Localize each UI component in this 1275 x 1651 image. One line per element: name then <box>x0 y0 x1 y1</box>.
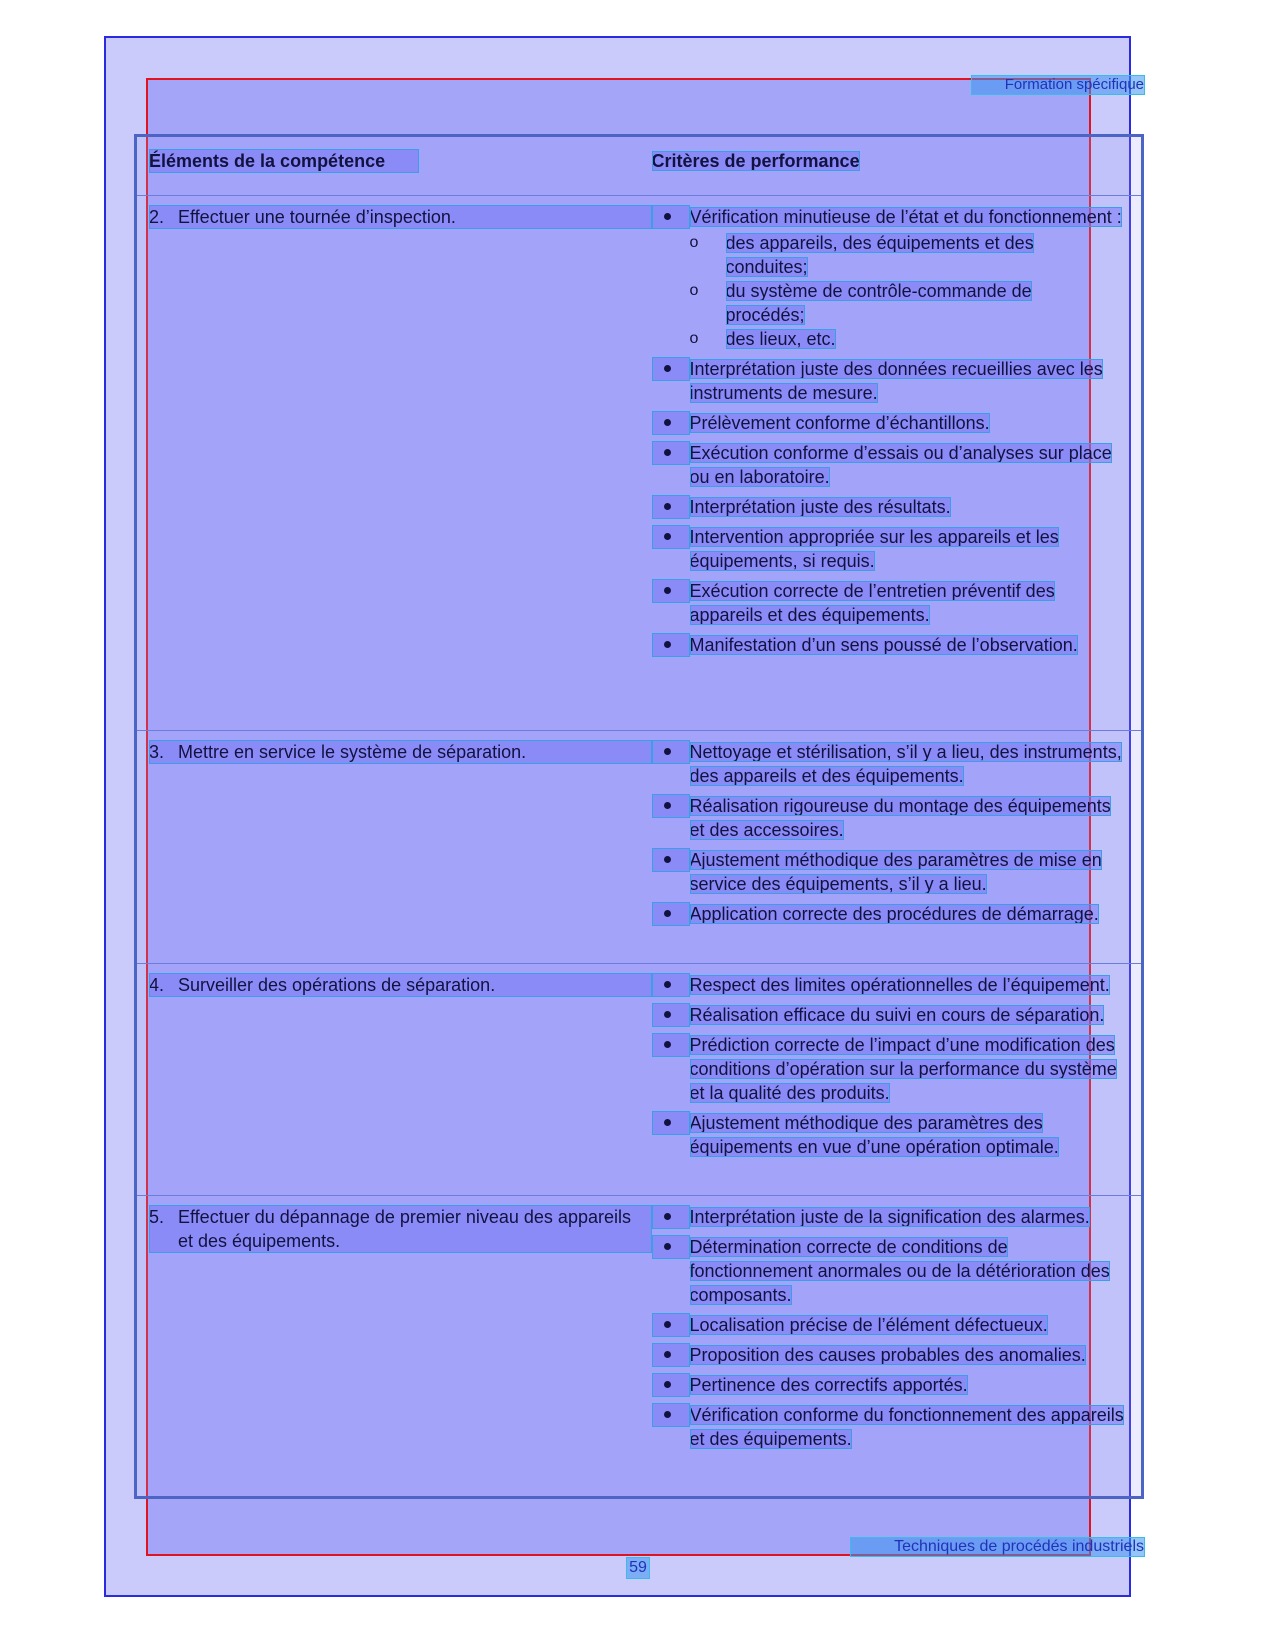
bullet-dot <box>664 1351 671 1358</box>
criterion-item <box>652 633 1142 657</box>
table-row <box>136 731 1143 963</box>
criterion-text: Ajustement méthodique des paramètres des équipements en vue d’une opération optimale. <box>689 1112 1059 1157</box>
bullet-dot <box>664 449 671 456</box>
element-number: 3. <box>149 742 165 763</box>
bullet-dot <box>664 856 671 863</box>
column-header-elements: Éléments de la compétence <box>149 149 419 173</box>
bullet-icon <box>652 633 690 657</box>
bullet-dot <box>664 1011 671 1018</box>
bullet-dot <box>664 910 671 917</box>
bullet-icon <box>652 1343 690 1367</box>
bullet-icon <box>652 1003 690 1027</box>
element-text: Effectuer une tournée d’inspection. <box>178 207 456 227</box>
bullet-dot <box>664 587 671 594</box>
sub-criterion-text: des lieux, etc. <box>725 329 836 349</box>
criterion-text: Interprétation juste des résultats. <box>689 497 951 517</box>
criterion-item <box>652 1003 1142 1027</box>
circle-bullet-icon: o <box>689 282 699 299</box>
table-header-row <box>136 136 1143 196</box>
bullet-dot <box>664 1119 671 1126</box>
criterion-text: Vérification minutieuse de l’état et du fonctionnement : <box>689 207 1122 227</box>
bullet-icon <box>652 902 690 926</box>
bullet-icon <box>652 848 690 872</box>
criterion-text: Application correcte des procédures de démarrage. <box>689 904 1099 925</box>
criterion-text: Prédiction correcte de l’impact d’une modification des conditions d’opération sur la performance du système et la qualité des produits. <box>689 1034 1117 1103</box>
table-row <box>136 1196 1143 1498</box>
bullet-icon <box>652 411 690 435</box>
criterion-text: Nettoyage et stérilisation, s’il y a lieu, des instruments, des appareils et des équipements. <box>689 742 1122 787</box>
element-number: 5. <box>149 1207 165 1228</box>
bullet-dot <box>664 1411 671 1418</box>
element-text: Effectuer du dépannage de premier niveau des appareils et des équipements. <box>178 1207 631 1252</box>
criterion-item <box>652 441 1142 489</box>
running-footer: Techniques de procédés industriels <box>851 1538 1144 1556</box>
criterion-item <box>652 357 1142 405</box>
element-text: Mettre en service le système de séparation. <box>178 742 527 763</box>
sub-criterion-text: des appareils, des équipements et des conduites; <box>725 233 1034 277</box>
criterion-item <box>652 411 1142 435</box>
element-number: 2. <box>149 207 165 227</box>
sub-criteria-list <box>690 231 1130 351</box>
criteria-list <box>652 740 1142 926</box>
element-text: Surveiller des opérations de séparation. <box>178 974 496 995</box>
criterion-text: Ajustement méthodique des paramètres de mise en service des équipements, s’il y a lieu. <box>689 850 1102 895</box>
criterion-text: Réalisation rigoureuse du montage des équipements et des accessoires. <box>689 796 1111 841</box>
criterion-text: Proposition des causes probables des anomalies. <box>689 1345 1086 1366</box>
criterion-text: Vérification conforme du fonctionnement des appareils et des équipements. <box>689 1405 1124 1450</box>
bullet-dot <box>664 213 671 220</box>
criterion-text: Manifestation d’un sens poussé de l’observation. <box>689 635 1078 655</box>
bullet-icon <box>652 1033 690 1057</box>
criterion-text: Prélèvement conforme d’échantillons. <box>689 413 990 433</box>
competency-element <box>149 1205 652 1253</box>
sub-criterion-item <box>690 231 1130 279</box>
criterion-item <box>652 973 1142 997</box>
bullet-dot <box>664 419 671 426</box>
bullet-dot <box>664 1381 671 1388</box>
criterion-item <box>652 1033 1142 1105</box>
bullet-icon <box>652 740 690 764</box>
criterion-text: Réalisation efficace du suivi en cours de séparation. <box>689 1004 1105 1025</box>
criterion-item <box>652 205 1142 351</box>
bullet-dot <box>664 1321 671 1328</box>
element-number: 4. <box>149 974 165 995</box>
criterion-text: Localisation précise de l’élément défectueux. <box>689 1315 1048 1336</box>
criterion-item <box>652 740 1142 788</box>
bullet-icon <box>652 441 690 465</box>
criterion-text: Interprétation juste des données recueillies avec les instruments de mesure. <box>689 359 1103 403</box>
column-header-criteria: Critères de performance <box>651 151 860 171</box>
bullet-icon <box>652 1373 690 1397</box>
criterion-item <box>652 1403 1142 1451</box>
bullet-dot <box>664 1041 671 1048</box>
circle-bullet-icon: o <box>689 330 699 347</box>
competency-element <box>149 205 652 229</box>
criterion-text: Exécution conforme d’essais ou d’analyses sur place ou en laboratoire. <box>689 443 1112 487</box>
page-number: 59 <box>627 1558 649 1578</box>
criterion-item <box>652 1343 1142 1367</box>
criterion-text: Interprétation juste de la signification des alarmes. <box>689 1207 1090 1228</box>
criterion-item <box>652 579 1142 627</box>
bullet-icon <box>652 205 690 229</box>
running-header: Formation spécifique <box>972 76 1144 94</box>
bullet-dot <box>664 748 671 755</box>
competency-element <box>149 740 652 764</box>
criterion-item <box>652 794 1142 842</box>
criterion-item <box>652 1205 1142 1229</box>
criteria-list <box>652 973 1142 1159</box>
table-body <box>136 196 1143 1498</box>
bullet-dot <box>664 802 671 809</box>
bullet-icon <box>652 525 690 549</box>
bullet-dot <box>664 503 671 510</box>
criterion-item <box>652 1235 1142 1307</box>
competency-element <box>149 973 652 997</box>
bullet-dot <box>664 1243 671 1250</box>
criterion-text: Exécution correcte de l’entretien préventif des appareils et des équipements. <box>689 581 1055 625</box>
bullet-icon <box>652 1111 690 1135</box>
criterion-item <box>652 902 1142 926</box>
bullet-icon <box>652 579 690 603</box>
bullet-icon <box>652 1205 690 1229</box>
bullet-icon <box>652 973 690 997</box>
criterion-item <box>652 495 1142 519</box>
bullet-icon <box>652 794 690 818</box>
competency-table <box>134 134 1144 1499</box>
criterion-text: Intervention appropriée sur les appareils et les équipements, si requis. <box>689 527 1059 571</box>
criterion-text: Pertinence des correctifs apportés. <box>689 1375 968 1396</box>
bullet-icon <box>652 1313 690 1337</box>
criterion-item <box>652 525 1142 573</box>
bullet-dot <box>664 365 671 372</box>
criteria-list <box>652 205 1142 657</box>
circle-bullet-icon: o <box>689 234 699 251</box>
criteria-list <box>652 1205 1142 1451</box>
criterion-text: Détermination correcte de conditions de fonctionnement anormales ou de la détérioration des composants. <box>689 1237 1110 1306</box>
bullet-icon <box>652 1403 690 1427</box>
bullet-icon <box>652 495 690 519</box>
criterion-item <box>652 1111 1142 1159</box>
sub-criterion-text: du système de contrôle-commande de procédés; <box>725 281 1032 325</box>
table-row <box>136 963 1143 1195</box>
criterion-item <box>652 1313 1142 1337</box>
sub-criterion-item <box>690 279 1130 327</box>
bullet-dot <box>664 981 671 988</box>
sub-criterion-item <box>690 327 1130 351</box>
bullet-dot <box>664 1213 671 1220</box>
bullet-icon <box>652 357 690 381</box>
bullet-icon <box>652 1235 690 1259</box>
bullet-dot <box>664 533 671 540</box>
criterion-item <box>652 1373 1142 1397</box>
bullet-dot <box>664 641 671 648</box>
criterion-item <box>652 848 1142 896</box>
criterion-text: Respect des limites opérationnelles de l’équipement. <box>689 974 1110 995</box>
table-row <box>136 196 1143 731</box>
